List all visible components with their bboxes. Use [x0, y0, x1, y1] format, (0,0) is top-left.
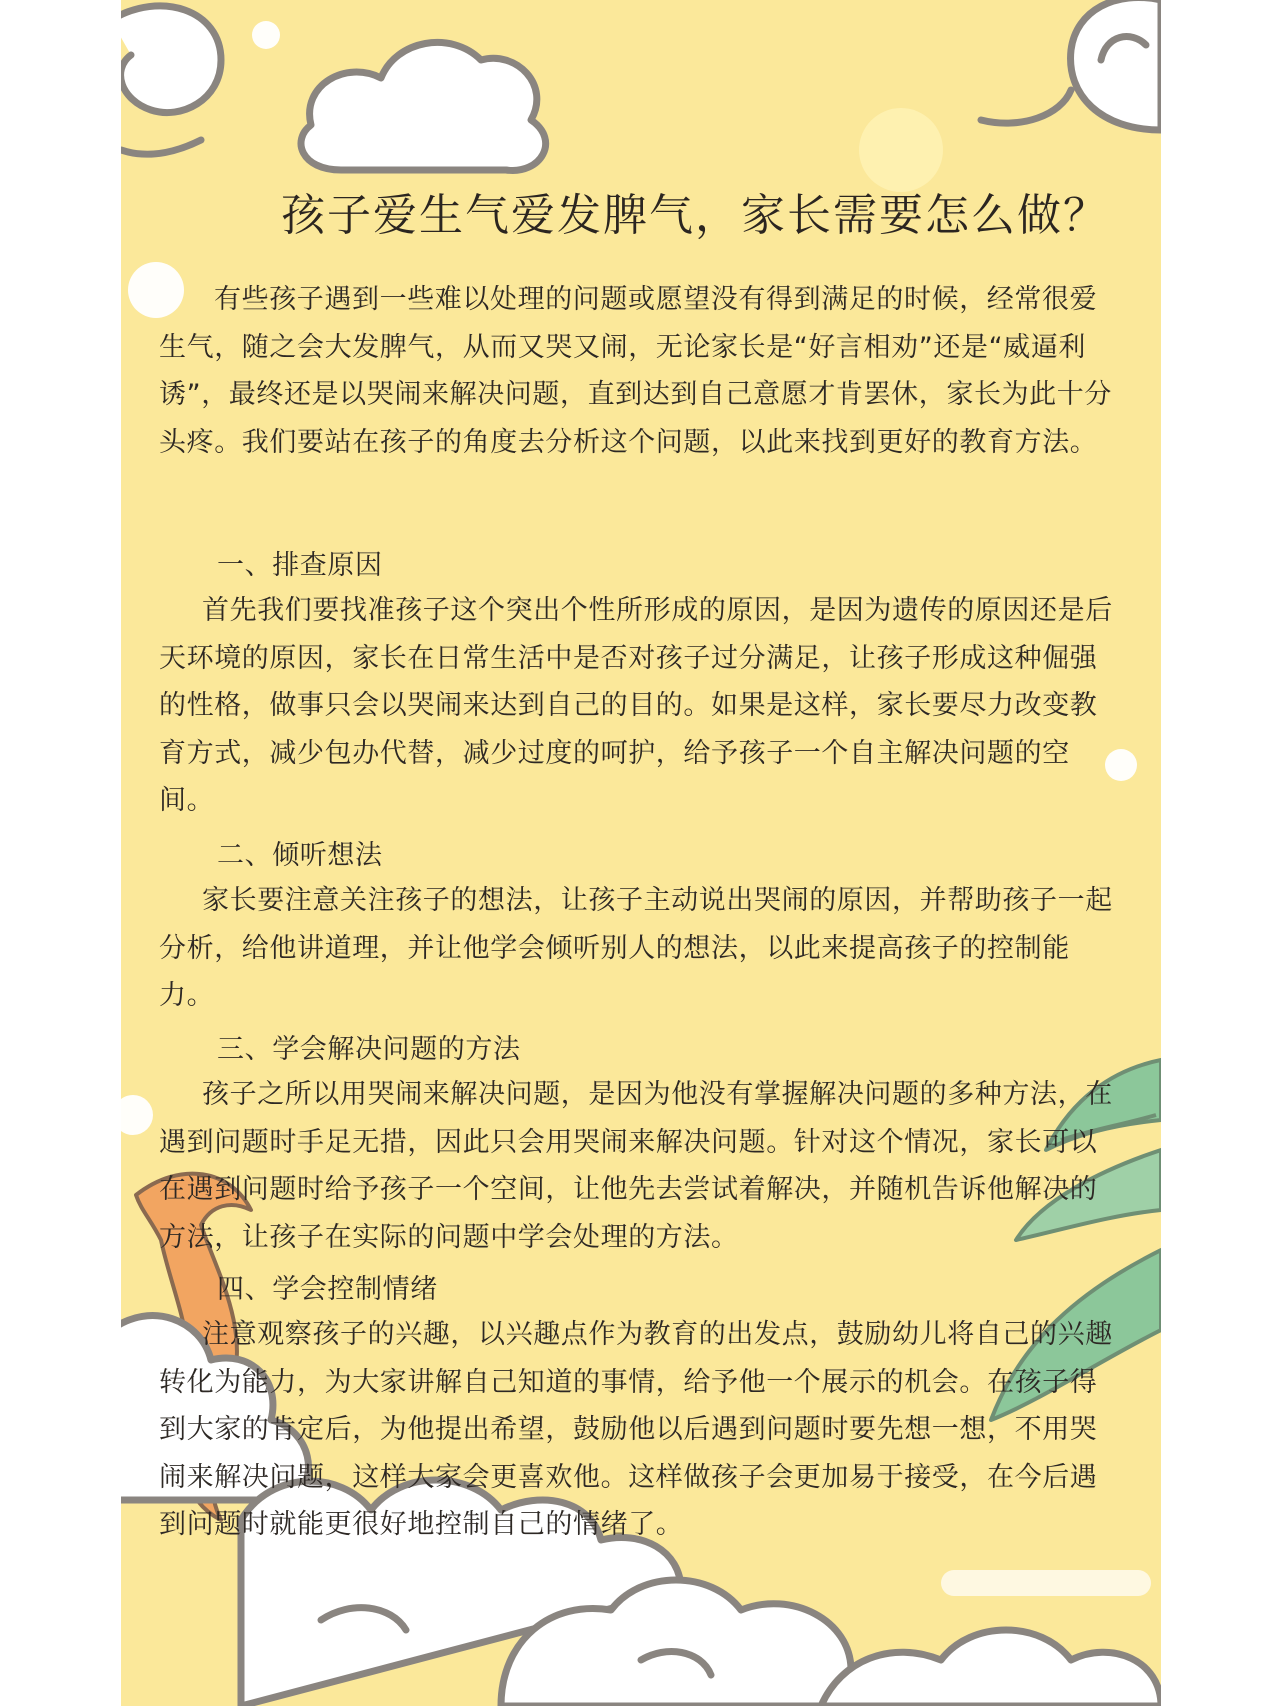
sun-glow-icon	[859, 108, 943, 192]
section-body-4: 注意观察孩子的兴趣，以兴趣点作为教育的出发点，鼓励幼儿将自己的兴趣转化为能力，为大家讲解自己知道的事情，给予他一个展示的机会。在孩子得到大家的肯定后，为他提出希望，鼓励他以后遇到问题时要先想一想，不用哭闹来解决问题，这样大家会更喜欢他。这样做孩子会更加易于接受，在今后遇到问题时就能更很好地控制自己的情绪了。	[159, 1319, 1113, 1540]
section-heading-3: 三、学会解决问题的方法	[217, 1034, 521, 1065]
cloud-icon	[981, 0, 1161, 130]
section-body-3: 孩子之所以用哭闹来解决问题，是因为他没有掌握解决问题的多种方法，在遇到问题时手足无措，因此只会用哭闹来解决问题。针对这个情况，家长可以在遇到问题时给予孩子一个空间，让他先去尝试着解决，并随机告诉他解决的方法，让孩子在实际的问题中学会处理的方法。	[159, 1079, 1113, 1253]
section-body-2: 家长要注意关注孩子的想法，让孩子主动说出哭闹的原因，并帮助孩子一起分析，给他讲道理，并让他学会倾听别人的想法，以此来提高孩子的控制能力。	[159, 885, 1113, 1011]
section-heading-1: 一、排查原因	[217, 550, 383, 581]
highlight-streak	[941, 1570, 1151, 1596]
page-title: 孩子爱生气爱发脾气，家长需要怎么做？	[281, 190, 1109, 241]
poster-background	[121, 0, 1161, 1706]
section-heading-2: 二、倾听想法	[217, 840, 383, 871]
intro-paragraph: 有些孩子遇到一些难以处理的问题或愿望没有得到满足的时候，经常很爱生气，随之会大发脾气，从而又哭又闹，无论家长是“好言相劝”还是“威逼利诱”，最终还是以哭闹来解决问题，直到达到自己意愿才肯罢休，家长为此十分头疼。我们要站在孩子的角度去分析这个问题，以此来找到更好的教育方法。	[159, 284, 1112, 458]
section-heading-4: 四、学会控制情绪	[217, 1274, 438, 1305]
cloud-icon	[121, 6, 546, 171]
section-body-1: 首先我们要找准孩子这个突出个性所形成的原因，是因为遗传的原因还是后天环境的原因，家长在日常生活中是否对孩子过分满足，让孩子形成这种倔强的性格，做事只会以哭闹来达到自己的目的。如果是这样，家长要尽力改变教育方式，减少包办代替，减少过度的呵护，给予孩子一个自主解决问题的空间。	[159, 595, 1113, 816]
